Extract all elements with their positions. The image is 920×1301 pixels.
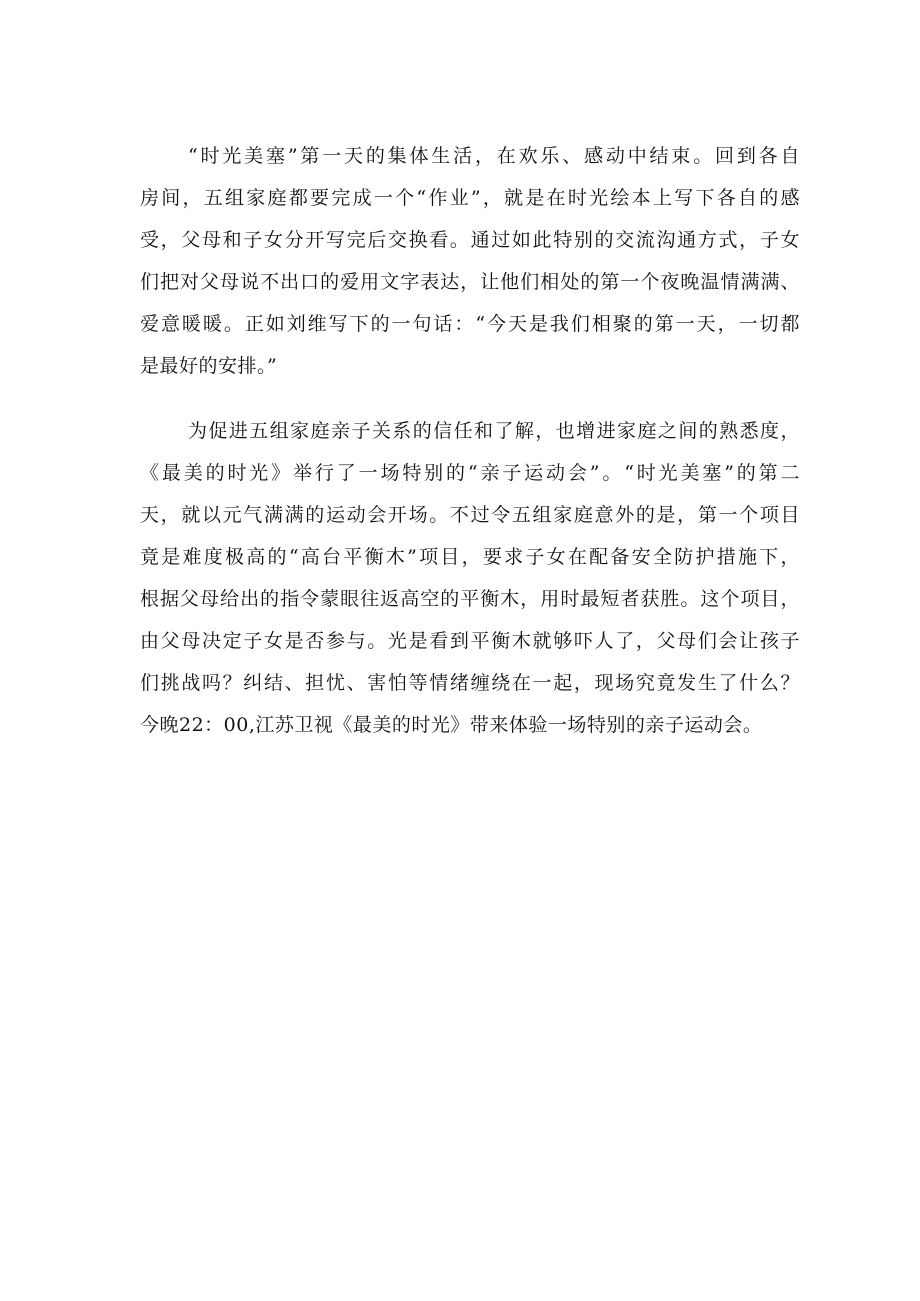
paragraph-line: “时光美塞”第一天的集体生活，在欢乐、感动中结束。回到各自 bbox=[188, 145, 800, 167]
paragraph-1 bbox=[140, 135, 800, 387]
paragraph-line: 们把对父母说不出口的爱用文字表达，让他们相处的第一个夜晚温情满满、 bbox=[140, 271, 800, 293]
document-body bbox=[140, 135, 800, 746]
paragraph-line: 根据父母给出的指令蒙眼往返高空的平衡木，用时最短者获胜。这个项目， bbox=[140, 588, 800, 610]
paragraph-line: 为促进五组家庭亲子关系的信任和了解，也增进家庭之间的熟悉度， bbox=[188, 420, 800, 442]
paragraph-2 bbox=[140, 410, 800, 746]
paragraph-line: 受，父母和子女分开写完后交换看。通过如此特别的交流沟通方式，子女 bbox=[140, 229, 800, 251]
paragraph-gap bbox=[140, 387, 800, 410]
paragraph-line: 是最好的安排。” bbox=[140, 355, 278, 377]
paragraph-line: 由父母决定子女是否参与。光是看到平衡木就够吓人了，父母们会让孩子 bbox=[140, 630, 800, 652]
paragraph-line: 今晚22：00,江苏卫视《最美的时光》带来体验一场特别的亲子运动会。 bbox=[140, 714, 763, 736]
paragraph-line: 《最美的时光》举行了一场特别的“亲子运动会”。“时光美塞”的第二 bbox=[140, 462, 800, 484]
paragraph-line: 天，就以元气满满的运动会开场。不过令五组家庭意外的是，第一个项目 bbox=[140, 504, 800, 526]
paragraph-line: 竟是难度极高的“高台平衡木”项目，要求子女在配备安全防护措施下， bbox=[140, 546, 800, 568]
paragraph-line: 爱意暖暖。正如刘维写下的一句话：“今天是我们相聚的第一天，一切都 bbox=[140, 313, 800, 335]
paragraph-line: 们挑战吗？纠结、担忧、害怕等情绪缠绕在一起，现场究竟发生了什么？ bbox=[140, 672, 800, 694]
paragraph-line: 房间，五组家庭都要完成一个“作业”，就是在时光绘本上写下各自的感 bbox=[140, 187, 800, 209]
